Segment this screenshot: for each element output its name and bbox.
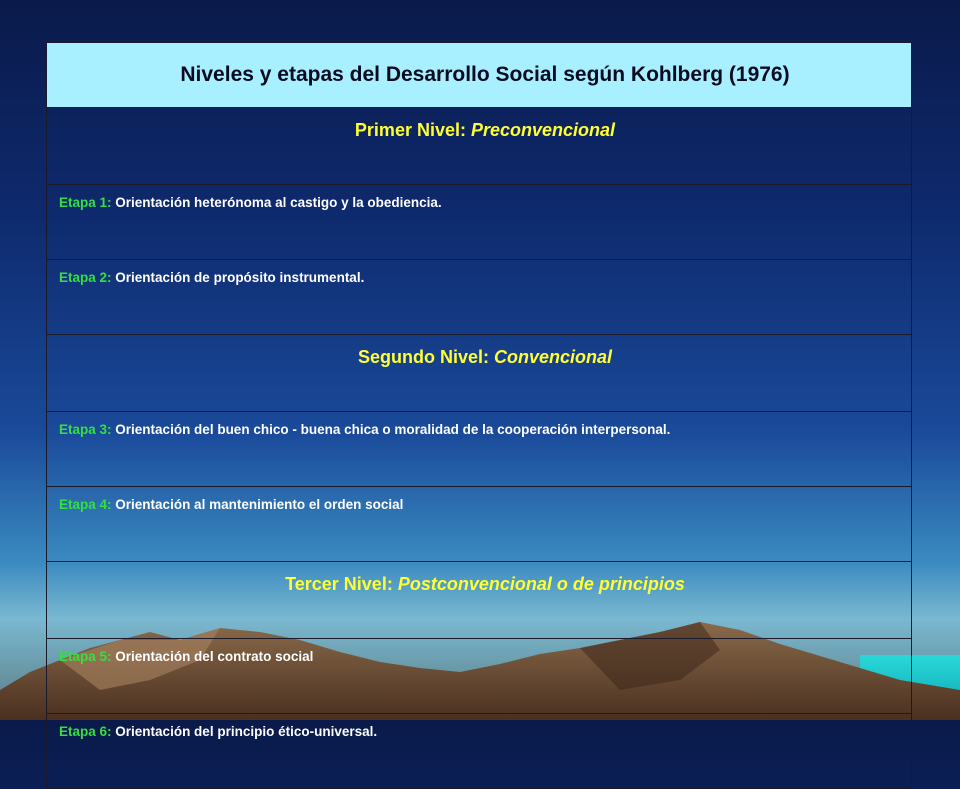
stage-text: Orientación al mantenimiento el orden social bbox=[115, 497, 404, 512]
kohlberg-stages-table bbox=[46, 42, 912, 789]
stage-row bbox=[47, 714, 912, 789]
level-heading bbox=[47, 108, 912, 185]
stage-row bbox=[47, 639, 912, 714]
level-name: Convencional bbox=[494, 347, 613, 367]
level-heading bbox=[47, 335, 912, 412]
stage-row bbox=[47, 412, 912, 487]
stage-row bbox=[47, 185, 912, 260]
level-name: Postconvencional o de principios bbox=[397, 574, 685, 594]
level-row bbox=[47, 335, 912, 412]
stage-cell bbox=[47, 260, 912, 335]
stage-cell bbox=[47, 639, 912, 714]
stage-key: Etapa 4: bbox=[59, 497, 112, 512]
level-name: Preconvencional bbox=[471, 120, 616, 140]
stage-key: Etapa 5: bbox=[59, 649, 112, 664]
level-heading bbox=[47, 562, 912, 639]
stage-cell bbox=[47, 412, 912, 487]
stage-row bbox=[47, 487, 912, 562]
stage-text: Orientación de propósito instrumental. bbox=[115, 270, 365, 285]
level-prefix: Tercer Nivel: bbox=[285, 574, 393, 594]
stage-key: Etapa 2: bbox=[59, 270, 112, 285]
stage-text: Orientación del contrato social bbox=[115, 649, 314, 664]
stage-key: Etapa 1: bbox=[59, 195, 112, 210]
level-prefix: Segundo Nivel: bbox=[357, 347, 489, 367]
stage-text: Orientación del principio ético-universal. bbox=[115, 724, 378, 739]
level-prefix: Primer Nivel: bbox=[354, 120, 466, 140]
stage-key: Etapa 6: bbox=[59, 724, 112, 739]
stage-key: Etapa 3: bbox=[59, 422, 112, 437]
stage-text: Orientación del buen chico - buena chica o moralidad de la cooperación interpersonal. bbox=[115, 422, 671, 437]
stage-cell bbox=[47, 185, 912, 260]
level-row bbox=[47, 562, 912, 639]
stage-text: Orientación heterónoma al castigo y la obediencia. bbox=[115, 195, 442, 210]
stage-row bbox=[47, 260, 912, 335]
title-row bbox=[47, 43, 912, 108]
level-row bbox=[47, 108, 912, 185]
stage-cell bbox=[47, 487, 912, 562]
stage-cell bbox=[47, 714, 912, 789]
slide-title: Niveles y etapas del Desarrollo Social según Kohlberg (1976) bbox=[47, 43, 912, 108]
